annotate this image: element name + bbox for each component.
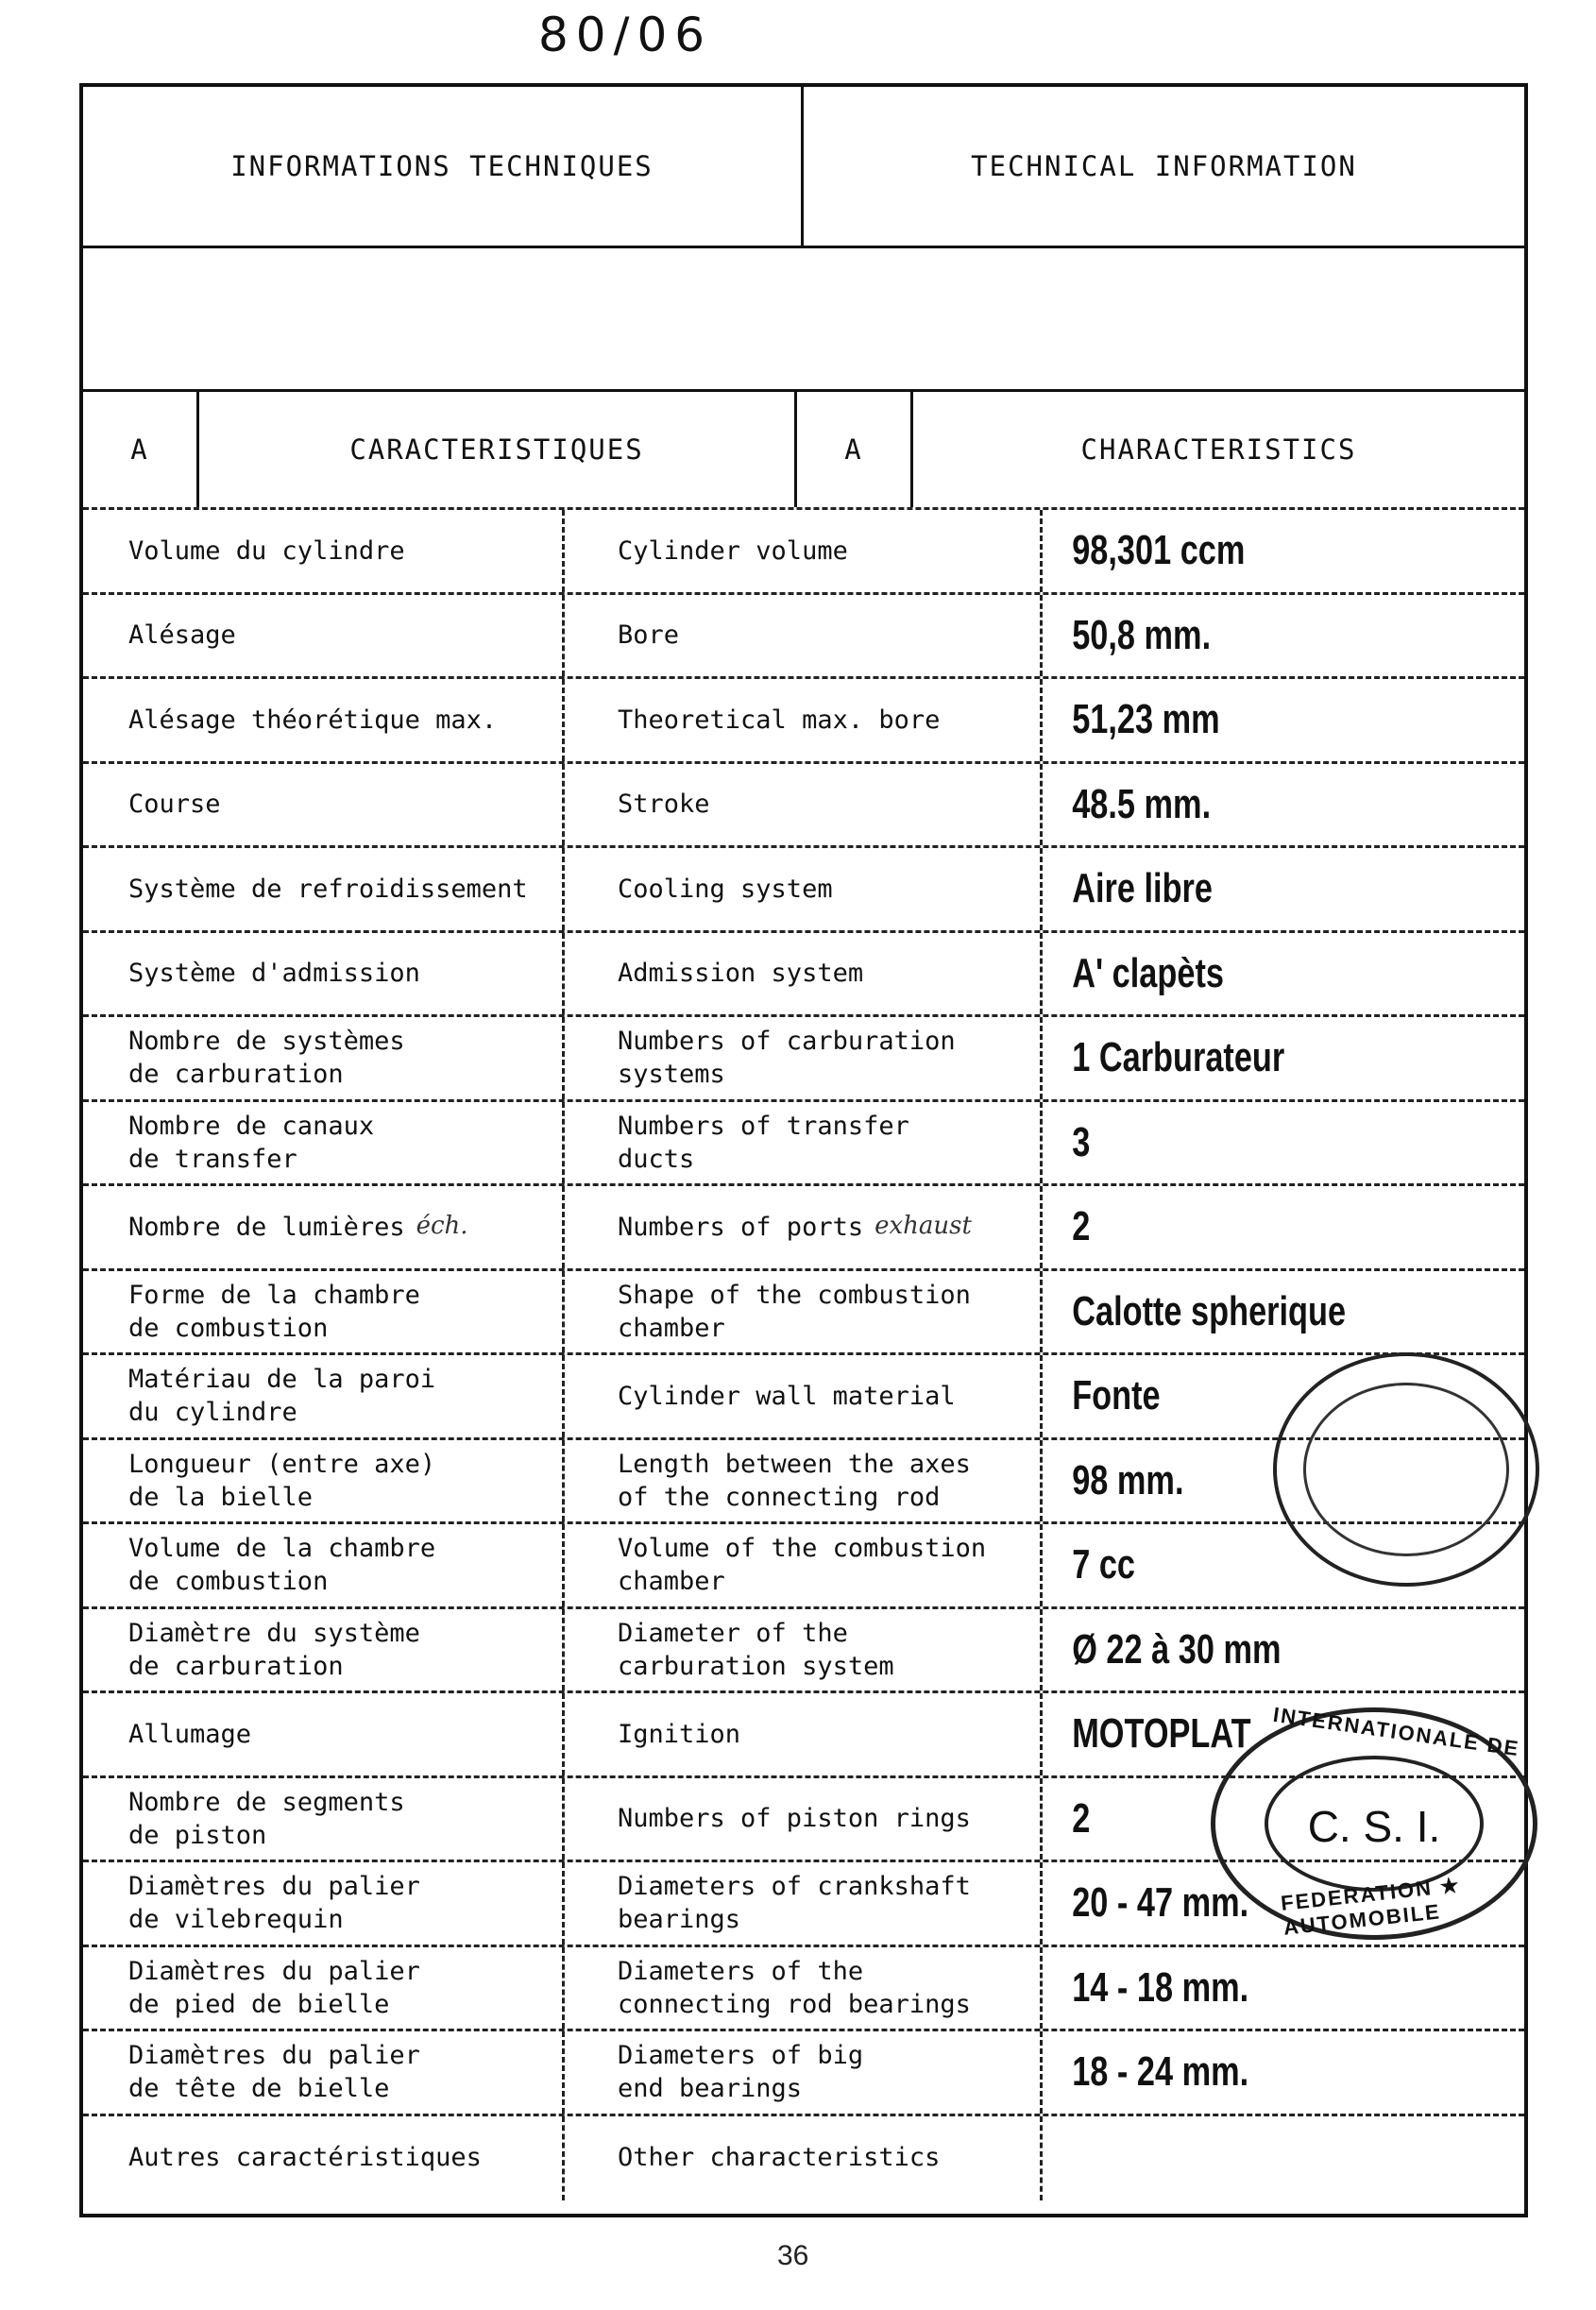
english-label-text: Admission system	[618, 959, 864, 989]
french-label	[83, 679, 565, 761]
stamp-top-text: INTERNATIONALE DE	[1271, 1702, 1521, 1761]
english-label	[565, 1186, 1043, 1268]
french-label	[83, 2116, 565, 2200]
french-label	[83, 1102, 565, 1184]
table-row	[83, 2114, 1524, 2200]
english-label	[565, 595, 1043, 677]
characteristic-value: 2	[1072, 1203, 1091, 1250]
french-label	[83, 1693, 565, 1775]
english-label-text: Cooling system	[618, 874, 833, 904]
french-label	[83, 1947, 565, 2030]
characteristic-value: 98,301 ccm	[1072, 527, 1246, 574]
french-label	[83, 1862, 565, 1945]
english-label-text: Diameters of the connecting rod bearings	[618, 1956, 971, 2019]
table-row	[83, 761, 1524, 846]
english-label-text: Diameters of crankshaft bearings	[618, 1872, 971, 1935]
english-label-text: Length between the axes of the connecting rod	[618, 1449, 971, 1512]
french-label	[83, 1440, 565, 1522]
table-row	[83, 1268, 1524, 1353]
french-label	[83, 1186, 565, 1268]
csi-stamp	[1211, 1702, 1537, 1940]
english-label	[565, 2116, 1043, 2200]
english-label	[565, 1609, 1043, 1691]
french-label	[83, 1017, 565, 1099]
french-label	[83, 1355, 565, 1437]
french-label-text: Course	[128, 790, 221, 820]
english-label-text: Other characteristics	[618, 2143, 941, 2173]
table-row	[83, 1945, 1524, 2030]
document-number: 80/06	[538, 8, 713, 62]
french-label	[83, 1524, 565, 1606]
english-label-text: Shape of the combustion chamber	[618, 1280, 971, 1343]
characteristic-value: 50,8 mm.	[1072, 611, 1212, 658]
french-label-text: Nombre de segments de piston	[128, 1787, 405, 1850]
english-label	[565, 679, 1043, 761]
french-label	[83, 595, 565, 677]
french-label	[83, 1609, 565, 1691]
section-header	[83, 392, 1524, 507]
table-row	[83, 845, 1524, 930]
english-label	[565, 1778, 1043, 1860]
characteristic-value: 14 - 18 mm.	[1072, 1963, 1249, 2011]
english-label	[565, 1862, 1043, 1945]
characteristic-value: 1 Carburateur	[1072, 1034, 1285, 1081]
french-label	[83, 2031, 565, 2114]
characteristic-value: 7 cc	[1072, 1541, 1135, 1588]
stamp-center-text: C. S. I.	[1307, 1802, 1441, 1851]
english-label-text: Numbers of piston rings	[618, 1804, 971, 1834]
english-label	[565, 1947, 1043, 2030]
french-label-text: Alésage	[128, 620, 236, 651]
english-label	[565, 933, 1043, 1015]
french-label	[83, 1271, 565, 1353]
french-label-text: Diamètres du palier de vilebrequin	[128, 1872, 420, 1935]
characteristic-value: MOTOPLAT	[1072, 1710, 1251, 1758]
handwritten-annotation: exhaust	[874, 1212, 972, 1241]
english-label-text: Diameter of the carburation system	[618, 1618, 894, 1681]
characteristic-value: 3	[1072, 1118, 1091, 1165]
english-label	[565, 764, 1043, 846]
page-number: 36	[777, 2240, 809, 2271]
english-label	[565, 1524, 1043, 1606]
table-row	[83, 930, 1524, 1015]
header-title-english: TECHNICAL INFORMATION	[971, 150, 1357, 182]
english-label	[565, 1102, 1043, 1184]
english-label-text: Theoretical max. bore	[618, 705, 941, 735]
english-label-text: Cylinder wall material	[618, 1381, 956, 1411]
english-label-text: Numbers of transfer ducts	[618, 1111, 909, 1174]
characteristic-value	[1043, 2116, 1418, 2200]
french-label	[83, 764, 565, 846]
table-row	[83, 1183, 1524, 1268]
table-row	[83, 676, 1524, 761]
table-row	[83, 1099, 1524, 1184]
characteristic-value: Aire libre	[1072, 865, 1213, 912]
characteristic-value: 51,23 mm	[1072, 696, 1220, 743]
french-label-text: Diamètres du palier de tête de bielle	[128, 2041, 420, 2104]
english-label	[565, 1271, 1043, 1353]
french-label-text: Longueur (entre axe) de la bielle	[128, 1449, 436, 1512]
english-label-text: Volume of the combustion chamber	[618, 1534, 987, 1597]
section-title-french: CARACTERISTIQUES	[199, 392, 797, 507]
english-label	[565, 1693, 1043, 1775]
french-label	[83, 848, 565, 930]
french-label-text: Diamètres du palier de pied de bielle	[128, 1956, 420, 2019]
french-label-text: Volume du cylindre	[128, 535, 405, 566]
characteristic-value: A' clapèts	[1072, 949, 1224, 996]
table-row	[83, 1014, 1524, 1099]
characteristic-value: 98 mm.	[1072, 1456, 1184, 1503]
french-label-text: Nombre de lumières	[128, 1212, 405, 1242]
french-label	[83, 510, 565, 592]
english-label	[565, 510, 1043, 592]
characteristic-value: 48.5 mm.	[1072, 780, 1212, 827]
table-row	[83, 2029, 1524, 2114]
characteristic-value: 2	[1072, 1794, 1091, 1842]
english-label-text: Stroke	[618, 790, 710, 820]
english-label	[565, 1017, 1043, 1099]
french-label-text: Allumage	[128, 1719, 252, 1749]
english-label	[565, 2031, 1043, 2114]
table-row	[83, 592, 1524, 677]
french-label	[83, 1778, 565, 1860]
english-label-text: Numbers of ports	[618, 1212, 864, 1242]
french-label-text: Forme de la chambre de combustion	[128, 1280, 420, 1343]
french-label	[83, 933, 565, 1015]
french-label-text: Diamètre du système de carburation	[128, 1618, 420, 1681]
blank-band	[83, 248, 1524, 392]
section-letter-french: A	[83, 392, 199, 507]
characteristic-value: 20 - 47 mm.	[1072, 1879, 1249, 1927]
handwritten-annotation: éch.	[416, 1212, 468, 1241]
english-label	[565, 1355, 1043, 1437]
french-label-text: Volume de la chambre de combustion	[128, 1534, 436, 1597]
section-title-english: CHARACTERISTICS	[1080, 433, 1357, 466]
english-label	[565, 1440, 1043, 1522]
english-label	[565, 848, 1043, 930]
english-label-text: Numbers of carburation systems	[618, 1027, 956, 1090]
french-label-text: Autres caractéristiques	[128, 2143, 482, 2173]
stamp-bottom-text: FEDERATION ★ AUTOMOBILE	[1280, 1873, 1462, 1940]
french-label-text: Système de refroidissement	[128, 874, 528, 904]
characteristic-value: Fonte	[1072, 1372, 1161, 1419]
table-row	[83, 507, 1524, 592]
section-letter-english: A	[797, 392, 913, 507]
french-label-text: Système d'admission	[128, 959, 420, 989]
circular-stamp	[1273, 1352, 1539, 1587]
table-row	[83, 1606, 1524, 1691]
english-label-text: Cylinder volume	[618, 535, 848, 566]
french-label-text: Nombre de canaux de transfer	[128, 1111, 375, 1174]
characteristic-value: Ø 22 à 30 mm	[1072, 1625, 1282, 1673]
form-header	[83, 87, 1524, 248]
characteristic-value: Calotte spherique	[1072, 1287, 1347, 1334]
french-label-text: Alésage théorétique max.	[128, 705, 498, 735]
characteristic-value: 18 - 24 mm.	[1072, 2048, 1249, 2096]
english-label-text: Diameters of big end bearings	[618, 2041, 864, 2104]
french-label-text: Matériau de la paroi du cylindre	[128, 1365, 436, 1428]
header-title-french: INFORMATIONS TECHNIQUES	[83, 87, 804, 246]
french-label-text: Nombre de systèmes de carburation	[128, 1027, 405, 1090]
english-label-text: Ignition	[618, 1719, 741, 1749]
english-label-text: Bore	[618, 620, 680, 651]
